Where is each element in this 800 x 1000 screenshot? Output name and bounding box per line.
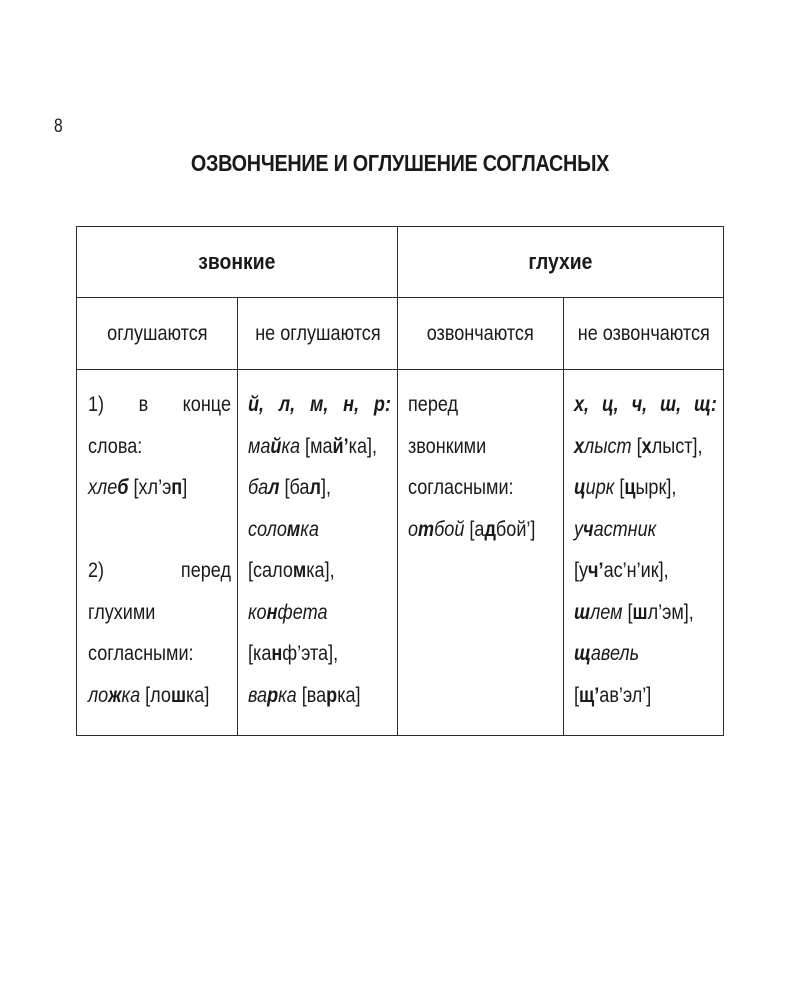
cell-line — [574, 685, 651, 706]
text-run: щ’ — [579, 683, 600, 707]
text-run: 2) — [88, 559, 105, 582]
text-run: хле — [88, 476, 118, 499]
cell-line — [574, 436, 703, 457]
text-run: перед — [180, 559, 231, 582]
cell-line — [248, 560, 335, 581]
text-run: фета — [277, 600, 328, 624]
text-run: н — [271, 642, 283, 665]
text-run: л — [309, 476, 321, 499]
text-run: л — [268, 476, 280, 499]
text-run: ч — [583, 517, 594, 541]
cell-line — [88, 436, 142, 457]
consonant-table — [76, 226, 724, 736]
text-run: ка — [300, 517, 319, 541]
text-run: перед — [408, 393, 459, 416]
text-run: [ — [631, 434, 642, 458]
text-run: м — [292, 559, 307, 582]
not-devoiced-cell — [248, 394, 391, 724]
text-run: [ — [622, 600, 633, 624]
text-run: ка], — [306, 559, 335, 582]
text-run: х, — [574, 393, 590, 416]
text-run: ч, — [631, 393, 648, 416]
text-run: л, — [278, 393, 296, 416]
text-run: ло — [88, 683, 109, 707]
text-run: конце — [182, 393, 231, 416]
text-run: соло — [248, 517, 287, 541]
text-run: в — [138, 393, 149, 416]
voiced-header: звонкие — [198, 249, 276, 274]
cell-line — [574, 560, 669, 581]
text-run: звонкими — [408, 434, 487, 458]
text-run: р — [326, 683, 338, 707]
text-run: ав’эл’] — [599, 683, 652, 707]
devoiced-cell — [88, 394, 231, 724]
subheader-cell — [398, 298, 563, 369]
text-run: р — [267, 683, 279, 707]
text-run: у — [574, 517, 584, 541]
text-run: ], — [320, 476, 331, 499]
subheader-not-devoiced: не оглушаются — [254, 321, 381, 345]
text-run: ш — [574, 600, 591, 624]
cell-line — [88, 477, 187, 498]
not-voiced-cell — [574, 394, 717, 724]
cell-line — [88, 560, 231, 581]
text-run: [хл’э — [128, 476, 172, 499]
text-run: щ: — [694, 393, 717, 416]
text-run: ка] — [337, 683, 361, 707]
cell-line — [248, 643, 338, 664]
cell-line — [574, 602, 694, 623]
voiceless-header: глухие — [528, 249, 593, 274]
text-run: [ма — [300, 434, 333, 458]
text-run: й — [270, 434, 282, 458]
text-run: [ка — [248, 642, 272, 665]
text-run: согласными: — [88, 642, 194, 665]
subheader-not-voiced: не озвончаются — [577, 321, 710, 345]
text-run: лыст], — [651, 434, 703, 458]
text-run: [ло — [140, 683, 171, 707]
text-run: ш, — [660, 393, 682, 416]
cell-line — [408, 519, 535, 540]
cell-line — [574, 643, 639, 664]
subheader-voiced: озвончаются — [426, 321, 535, 345]
cell-line — [574, 477, 676, 498]
table-row-divider — [76, 369, 724, 370]
cell-line — [574, 519, 656, 540]
text-run: авель — [590, 642, 640, 665]
subheader-cell — [77, 298, 237, 369]
cell-line — [248, 477, 331, 498]
cell-line — [88, 685, 209, 706]
cell-line — [248, 602, 328, 623]
text-run: н, — [343, 393, 360, 416]
cell-line — [248, 685, 361, 706]
text-run: астник — [593, 517, 657, 541]
text-run: р: — [373, 393, 391, 416]
voiced-cell — [408, 394, 558, 724]
text-run: бой’] — [495, 517, 536, 541]
text-run: ырк], — [635, 476, 677, 499]
text-run: ] — [182, 476, 188, 499]
text-run: ц — [624, 476, 636, 499]
text-run: н — [266, 600, 278, 624]
text-run: [ба — [279, 476, 310, 499]
text-run: й’ — [332, 434, 349, 458]
text-run: ка], — [348, 434, 378, 458]
text-run: лыст — [584, 434, 632, 458]
text-run: й, — [248, 393, 265, 416]
text-run: лем — [590, 600, 623, 624]
subheader-cell — [564, 298, 723, 369]
text-run: б — [117, 476, 129, 499]
text-run: д — [484, 517, 496, 541]
text-run: ка — [121, 683, 141, 707]
text-run: т — [418, 517, 435, 541]
text-run: [ — [574, 683, 580, 707]
text-run: бой — [434, 517, 465, 541]
cell-line — [248, 436, 377, 457]
text-run: согласными: — [408, 476, 514, 499]
text-run: ц — [574, 476, 586, 499]
voiced-header-cell — [77, 227, 397, 297]
table-border-bottom — [76, 735, 724, 736]
cell-line — [408, 436, 486, 457]
cell-line — [248, 519, 319, 540]
text-run: [у — [574, 559, 589, 582]
text-run: [ва — [296, 683, 327, 707]
text-run: м — [286, 517, 301, 541]
subheader-devoiced: оглушаются — [106, 321, 208, 345]
text-run: [а — [464, 517, 485, 541]
cell-line — [574, 394, 717, 415]
cell-line — [88, 602, 155, 623]
text-run: ка — [278, 683, 297, 707]
text-run: х — [641, 434, 652, 458]
text-run: л’эм], — [647, 600, 694, 624]
cell-line — [88, 394, 231, 415]
subheader-cell — [238, 298, 397, 369]
text-run: ко — [248, 600, 267, 624]
table-border-right — [723, 226, 724, 736]
text-run: щ — [574, 642, 591, 665]
text-run: глухими — [88, 600, 156, 624]
cell-line — [408, 477, 514, 498]
text-run: п — [171, 476, 183, 499]
text-run: ц, — [601, 393, 619, 416]
text-run: [ — [614, 476, 625, 499]
page-number: 8 — [54, 116, 63, 137]
cell-line — [248, 394, 391, 415]
text-run: ас’н’ик], — [603, 559, 669, 582]
text-run: ка] — [186, 683, 210, 707]
text-run: ф’эта], — [282, 642, 339, 665]
text-run: ба — [248, 476, 269, 499]
text-run: [сало — [248, 559, 293, 582]
text-run: о — [408, 517, 419, 541]
text-run: ма — [248, 434, 271, 458]
voiceless-header-cell — [398, 227, 723, 297]
text-run: ч’ — [588, 559, 604, 582]
text-run: ирк — [585, 476, 615, 499]
cell-line — [408, 394, 458, 415]
cell-line — [88, 643, 194, 664]
text-run: ва — [248, 683, 268, 707]
page-title: ОЗВОНЧЕНИЕ И ОГЛУШЕНИЕ СОГЛАСНЫХ — [190, 150, 610, 176]
text-run: 1) — [88, 393, 105, 416]
text-run: ка — [281, 434, 301, 458]
text-run: м, — [309, 393, 329, 416]
text-run: слова: — [88, 434, 143, 458]
text-run: х — [574, 434, 585, 458]
text-run: ж — [108, 683, 122, 707]
text-run: ш — [632, 600, 648, 624]
text-run: ш — [170, 683, 187, 707]
